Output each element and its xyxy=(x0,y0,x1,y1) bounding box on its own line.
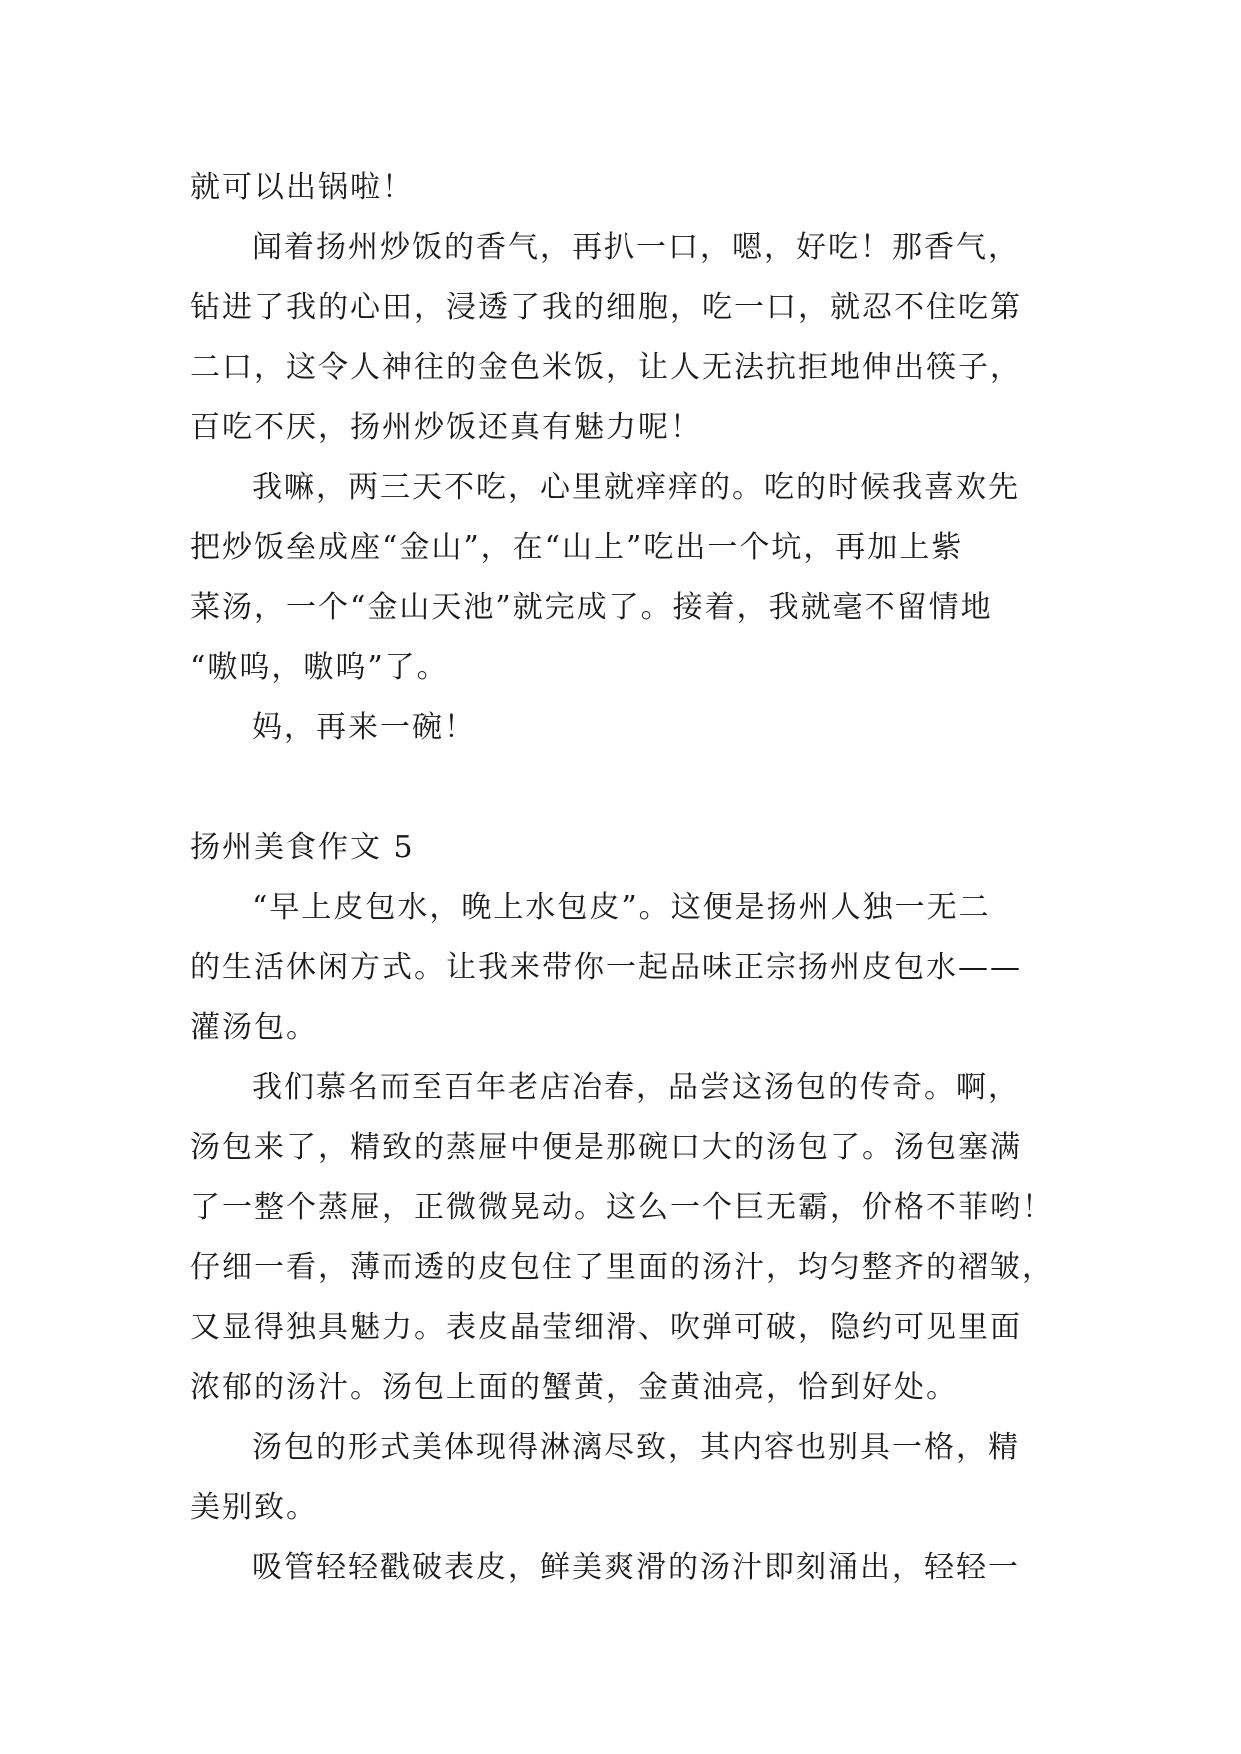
text-line: 美别致。 xyxy=(190,1490,318,1525)
text-line: 妈，再来一碗！ xyxy=(252,710,476,745)
text-line: 汤包的形式美体现得淋漓尽致，其内容也别具一格，精 xyxy=(252,1430,1020,1465)
paragraph-gap xyxy=(190,758,1060,818)
section-heading: 扬州美食作文 5 xyxy=(190,830,415,865)
text-line: 钻进了我的心田，浸透了我的细胞，吃一口，就忍不住吃第 xyxy=(190,290,1022,325)
text-line: “嗷呜，嗷呜”了。 xyxy=(190,650,449,685)
text-line: 百吃不厌，扬州炒饭还真有魅力呢！ xyxy=(190,410,702,445)
text-line: 的生活休闲方式。让我来带你一起品味正宗扬州皮包水—— xyxy=(190,950,1022,985)
text-line: 了一整个蒸屉，正微微晃动。这么一个巨无霸，价格不菲哟！ xyxy=(190,1190,1054,1225)
text-line: 我嘛，两三天不吃，心里就痒痒的。吃的时候我喜欢先 xyxy=(252,470,1020,505)
text-line: “早上皮包水，晚上水包皮”。这便是扬州人独一无二 xyxy=(252,890,991,925)
text-line: 仔细一看，薄而透的皮包住了里面的汤汁，均匀整齐的褶皱， xyxy=(190,1250,1054,1285)
text-line: 就可以出锅啦！ xyxy=(190,170,414,205)
text-line: 灌汤包。 xyxy=(190,1010,318,1045)
document-body xyxy=(190,158,1060,1598)
text-line: 菜汤，一个“金山天池”就完成了。接着，我就毫不留情地 xyxy=(190,590,993,625)
text-line: 闻着扬州炒饭的香气，再扒一口，嗯，好吃！那香气， xyxy=(252,230,1020,265)
text-line: 二口，这令人神往的金色米饭，让人无法抗拒地伸出筷子， xyxy=(190,350,1022,385)
text-line: 又显得独具魅力。表皮晶莹细滑、吹弹可破，隐约可见里面 xyxy=(190,1310,1022,1345)
text-line: 我们慕名而至百年老店冶春，品尝这汤包的传奇。啊， xyxy=(252,1070,1020,1105)
text-line: 吸管轻轻戳破表皮，鲜美爽滑的汤汁即刻涌出，轻轻一 xyxy=(252,1550,1020,1585)
text-line: 把炒饭垒成座“金山”，在“山上”吃出一个坑，再加上紫 xyxy=(190,530,964,565)
text-line: 浓郁的汤汁。汤包上面的蟹黄，金黄油亮，恰到好处。 xyxy=(190,1370,958,1405)
text-line: 汤包来了，精致的蒸屉中便是那碗口大的汤包了。汤包塞满 xyxy=(190,1130,1022,1165)
